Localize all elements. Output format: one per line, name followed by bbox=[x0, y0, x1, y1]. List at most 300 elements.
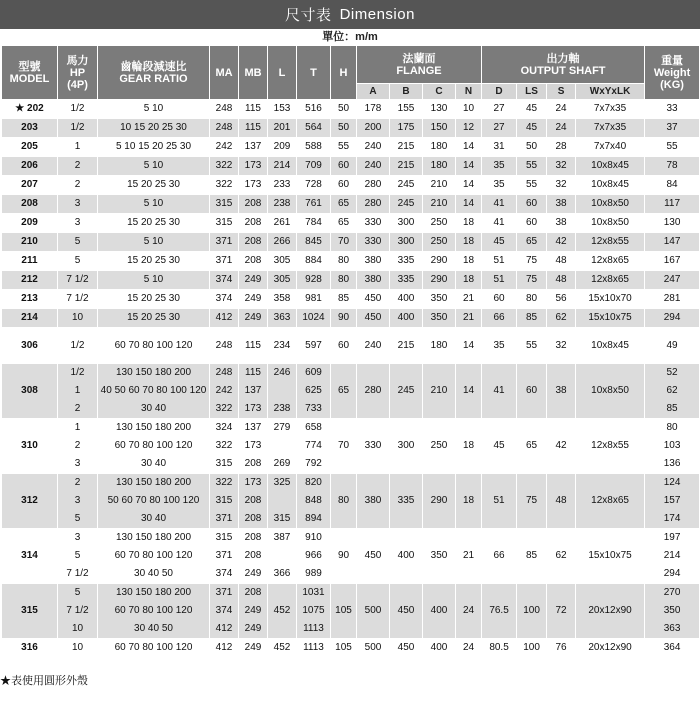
cell-h: 80 bbox=[331, 271, 357, 290]
cell-ls: 60 bbox=[517, 214, 547, 233]
cell-hp: 2 3 5 bbox=[58, 474, 98, 529]
cell-b: 335 bbox=[390, 271, 423, 290]
cell-l: 261 bbox=[268, 214, 297, 233]
cell-h: 105 bbox=[331, 639, 357, 658]
footnote: ★表使用圓形外殼 bbox=[0, 675, 88, 687]
cell-h: 55 bbox=[331, 138, 357, 157]
cell-key: 7x7x40 bbox=[576, 138, 645, 157]
cell-key: 10x8x50 bbox=[576, 214, 645, 233]
cell-n: 14 bbox=[456, 176, 482, 195]
cell-ls: 85 bbox=[517, 309, 547, 328]
cell-b: 400 bbox=[390, 529, 423, 584]
cell-key: 12x8x55 bbox=[576, 419, 645, 474]
cell-a: 380 bbox=[357, 271, 390, 290]
cell-s: 38 bbox=[547, 195, 576, 214]
cell-a: 240 bbox=[357, 157, 390, 176]
cell-ls: 65 bbox=[517, 233, 547, 252]
cell-key: 10x8x45 bbox=[576, 176, 645, 195]
table-row bbox=[2, 233, 700, 252]
cell-weight: 37 bbox=[645, 119, 700, 138]
cell-t: 820 848 894 bbox=[297, 474, 331, 529]
cell-t: 516 bbox=[297, 100, 331, 119]
cell-l: 266 bbox=[268, 233, 297, 252]
cell-d: 66 bbox=[482, 309, 517, 328]
cell-n: 18 bbox=[456, 419, 482, 474]
cell-n: 18 bbox=[456, 474, 482, 529]
cell-ratio: 5 10 15 20 25 30 bbox=[98, 138, 210, 157]
header-shaft: 出力軸 OUTPUT SHAFT bbox=[482, 46, 645, 84]
cell-n: 18 bbox=[456, 271, 482, 290]
cell-model: 211 bbox=[2, 252, 58, 271]
cell-mb: 249 bbox=[239, 290, 268, 309]
cell-n: 24 bbox=[456, 639, 482, 658]
table-row bbox=[2, 100, 700, 119]
header-s: S bbox=[547, 84, 576, 100]
cell-c: 400 bbox=[423, 584, 456, 639]
cell-c: 210 bbox=[423, 176, 456, 195]
cell-model: 308 bbox=[2, 364, 58, 419]
table-row bbox=[2, 176, 700, 195]
cell-ls: 75 bbox=[517, 474, 547, 529]
cell-model: ★ 202 bbox=[2, 100, 58, 119]
cell-s: 32 bbox=[547, 157, 576, 176]
cell-key: 10x8x45 bbox=[576, 157, 645, 176]
header-hp: 馬力 HP (4P) bbox=[58, 46, 98, 100]
cell-ratio: 130 150 180 200 50 60 70 80 100 120 30 40 bbox=[98, 474, 210, 529]
cell-mb: 208 bbox=[239, 252, 268, 271]
header-ls: LS bbox=[517, 84, 547, 100]
cell-weight: 124 157 174 bbox=[645, 474, 700, 529]
cell-h: 65 bbox=[331, 195, 357, 214]
cell-d: 45 bbox=[482, 233, 517, 252]
cell-d: 51 bbox=[482, 474, 517, 529]
cell-a: 200 bbox=[357, 119, 390, 138]
cell-l: 305 bbox=[268, 252, 297, 271]
cell-c: 290 bbox=[423, 474, 456, 529]
cell-s: 48 bbox=[547, 252, 576, 271]
cell-n: 14 bbox=[456, 364, 482, 419]
cell-key: 12x8x55 bbox=[576, 233, 645, 252]
cell-h: 70 bbox=[331, 233, 357, 252]
cell-hp: 3 bbox=[58, 195, 98, 214]
table-row bbox=[2, 195, 700, 214]
cell-a: 280 bbox=[357, 195, 390, 214]
cell-s: 42 bbox=[547, 419, 576, 474]
cell-t: 564 bbox=[297, 119, 331, 138]
cell-hp: 10 bbox=[58, 639, 98, 658]
cell-ma: 248 bbox=[210, 119, 239, 138]
cell-model: 208 bbox=[2, 195, 58, 214]
cell-n: 14 bbox=[456, 157, 482, 176]
cell-a: 450 bbox=[357, 290, 390, 309]
cell-c: 180 bbox=[423, 328, 456, 364]
cell-mb: 208 bbox=[239, 214, 268, 233]
cell-s: 76 bbox=[547, 639, 576, 658]
cell-weight: 247 bbox=[645, 271, 700, 290]
cell-ratio: 5 10 bbox=[98, 195, 210, 214]
cell-weight: 197 214 294 bbox=[645, 529, 700, 584]
cell-model: 310 bbox=[2, 419, 58, 474]
cell-ratio: 15 20 25 30 bbox=[98, 290, 210, 309]
cell-c: 350 bbox=[423, 309, 456, 328]
header-l: L bbox=[268, 46, 297, 100]
cell-ma: 315 bbox=[210, 195, 239, 214]
header-model: 型號 MODEL bbox=[2, 46, 58, 100]
unit-label: 單位：m/m bbox=[322, 31, 378, 43]
cell-c: 150 bbox=[423, 119, 456, 138]
cell-h: 50 bbox=[331, 100, 357, 119]
cell-mb: 249 bbox=[239, 639, 268, 658]
cell-ratio: 5 10 bbox=[98, 100, 210, 119]
header-flange: 法蘭面 FLANGE bbox=[357, 46, 482, 84]
cell-mb: 115 bbox=[239, 328, 268, 364]
cell-d: 60 bbox=[482, 290, 517, 309]
cell-c: 350 bbox=[423, 290, 456, 309]
header-ma: MA bbox=[210, 46, 239, 100]
cell-model: 316 bbox=[2, 639, 58, 658]
cell-mb: 249 bbox=[239, 271, 268, 290]
cell-d: 27 bbox=[482, 100, 517, 119]
table-row bbox=[2, 138, 700, 157]
cell-key: 20x12x90 bbox=[576, 584, 645, 639]
cell-h: 60 bbox=[331, 157, 357, 176]
cell-model: 306 bbox=[2, 328, 58, 364]
cell-s: 56 bbox=[547, 290, 576, 309]
cell-mb: 173 bbox=[239, 157, 268, 176]
cell-b: 175 bbox=[390, 119, 423, 138]
cell-weight: 84 bbox=[645, 176, 700, 195]
cell-ratio: 15 20 25 30 bbox=[98, 214, 210, 233]
cell-l: 358 bbox=[268, 290, 297, 309]
cell-model: 207 bbox=[2, 176, 58, 195]
cell-key: 12x8x65 bbox=[576, 271, 645, 290]
cell-d: 66 bbox=[482, 529, 517, 584]
cell-model: 210 bbox=[2, 233, 58, 252]
title-en: Dimension bbox=[339, 6, 415, 23]
table-row bbox=[2, 584, 700, 639]
header-c: C bbox=[423, 84, 456, 100]
cell-t: 1031 1075 1113 bbox=[297, 584, 331, 639]
cell-ma: 248 bbox=[210, 328, 239, 364]
cell-ma: 374 bbox=[210, 271, 239, 290]
header-b: B bbox=[390, 84, 423, 100]
cell-hp: 1/2 bbox=[58, 328, 98, 364]
cell-d: 80.5 bbox=[482, 639, 517, 658]
table-row bbox=[2, 639, 700, 658]
cell-ma: 315 bbox=[210, 214, 239, 233]
cell-s: 24 bbox=[547, 119, 576, 138]
cell-ls: 55 bbox=[517, 157, 547, 176]
cell-ls: 45 bbox=[517, 100, 547, 119]
cell-a: 240 bbox=[357, 328, 390, 364]
cell-t: 728 bbox=[297, 176, 331, 195]
cell-mb: 208 bbox=[239, 195, 268, 214]
cell-mb: 249 bbox=[239, 309, 268, 328]
cell-model: 212 bbox=[2, 271, 58, 290]
cell-n: 21 bbox=[456, 290, 482, 309]
header-h: H bbox=[331, 46, 357, 100]
cell-s: 62 bbox=[547, 309, 576, 328]
cell-hp: 5 bbox=[58, 233, 98, 252]
cell-hp: 1 bbox=[58, 138, 98, 157]
cell-hp: 7 1/2 bbox=[58, 271, 98, 290]
cell-l: 238 bbox=[268, 195, 297, 214]
cell-h: 50 bbox=[331, 119, 357, 138]
cell-a: 500 bbox=[357, 584, 390, 639]
cell-ratio: 60 70 80 100 120 bbox=[98, 639, 210, 658]
cell-key: 7x7x35 bbox=[576, 119, 645, 138]
cell-c: 180 bbox=[423, 138, 456, 157]
cell-n: 24 bbox=[456, 584, 482, 639]
cell-hp: 1 2 3 bbox=[58, 419, 98, 474]
cell-a: 330 bbox=[357, 233, 390, 252]
cell-c: 130 bbox=[423, 100, 456, 119]
header-n: N bbox=[456, 84, 482, 100]
cell-key: 10x8x50 bbox=[576, 195, 645, 214]
cell-l: 452 bbox=[268, 639, 297, 658]
cell-d: 51 bbox=[482, 252, 517, 271]
cell-ls: 65 bbox=[517, 419, 547, 474]
cell-h: 90 bbox=[331, 529, 357, 584]
cell-hp: 2 bbox=[58, 176, 98, 195]
cell-b: 155 bbox=[390, 100, 423, 119]
cell-weight: 55 bbox=[645, 138, 700, 157]
cell-mb: 115 bbox=[239, 119, 268, 138]
cell-b: 215 bbox=[390, 138, 423, 157]
cell-n: 14 bbox=[456, 328, 482, 364]
cell-d: 41 bbox=[482, 195, 517, 214]
dimension-table bbox=[1, 45, 700, 658]
cell-model: 205 bbox=[2, 138, 58, 157]
header-weight: 重量 Weight (KG) bbox=[645, 46, 700, 100]
cell-a: 280 bbox=[357, 176, 390, 195]
table-row bbox=[2, 290, 700, 309]
cell-l: 233 bbox=[268, 176, 297, 195]
cell-n: 18 bbox=[456, 252, 482, 271]
cell-key: 20x12x90 bbox=[576, 639, 645, 658]
cell-l: 387 366 bbox=[268, 529, 297, 584]
cell-h: 65 bbox=[331, 214, 357, 233]
header-key: WxYxLK bbox=[576, 84, 645, 100]
table-row bbox=[2, 328, 700, 364]
cell-weight: 167 bbox=[645, 252, 700, 271]
cell-weight: 364 bbox=[645, 639, 700, 658]
cell-l: 279 269 bbox=[268, 419, 297, 474]
cell-ls: 60 bbox=[517, 364, 547, 419]
cell-h: 70 bbox=[331, 419, 357, 474]
cell-mb: 208 249 249 bbox=[239, 584, 268, 639]
cell-hp: 7 1/2 bbox=[58, 290, 98, 309]
title-zh: 尺寸表 bbox=[285, 7, 332, 24]
cell-c: 400 bbox=[423, 639, 456, 658]
cell-d: 76.5 bbox=[482, 584, 517, 639]
cell-mb: 208 208 249 bbox=[239, 529, 268, 584]
cell-b: 215 bbox=[390, 157, 423, 176]
cell-h: 65 bbox=[331, 364, 357, 419]
table-row bbox=[2, 419, 700, 474]
cell-l: 234 bbox=[268, 328, 297, 364]
cell-b: 450 bbox=[390, 584, 423, 639]
cell-ma: 412 bbox=[210, 639, 239, 658]
cell-ratio: 15 20 25 30 bbox=[98, 176, 210, 195]
cell-weight: 78 bbox=[645, 157, 700, 176]
cell-l: 209 bbox=[268, 138, 297, 157]
table-row bbox=[2, 119, 700, 138]
cell-a: 380 bbox=[357, 252, 390, 271]
cell-a: 380 bbox=[357, 474, 390, 529]
cell-n: 12 bbox=[456, 119, 482, 138]
cell-h: 90 bbox=[331, 309, 357, 328]
cell-b: 300 bbox=[390, 214, 423, 233]
cell-weight: 281 bbox=[645, 290, 700, 309]
cell-n: 21 bbox=[456, 309, 482, 328]
cell-l: 153 bbox=[268, 100, 297, 119]
cell-weight: 49 bbox=[645, 328, 700, 364]
cell-model: 312 bbox=[2, 474, 58, 529]
cell-ls: 45 bbox=[517, 119, 547, 138]
cell-ls: 50 bbox=[517, 138, 547, 157]
cell-mb: 208 bbox=[239, 233, 268, 252]
cell-weight: 294 bbox=[645, 309, 700, 328]
cell-t: 609 625 733 bbox=[297, 364, 331, 419]
cell-key: 15x10x75 bbox=[576, 529, 645, 584]
cell-mb: 115 137 173 bbox=[239, 364, 268, 419]
cell-t: 910 966 989 bbox=[297, 529, 331, 584]
cell-h: 105 bbox=[331, 584, 357, 639]
header-ratio: 齒輪段減速比 GEAR RATIO bbox=[98, 46, 210, 100]
cell-b: 245 bbox=[390, 364, 423, 419]
cell-b: 245 bbox=[390, 195, 423, 214]
cell-ls: 75 bbox=[517, 271, 547, 290]
cell-mb: 137 bbox=[239, 138, 268, 157]
cell-model: 214 bbox=[2, 309, 58, 328]
cell-c: 210 bbox=[423, 364, 456, 419]
cell-ma: 322 bbox=[210, 157, 239, 176]
cell-model: 203 bbox=[2, 119, 58, 138]
cell-key: 10x8x50 bbox=[576, 364, 645, 419]
cell-a: 330 bbox=[357, 419, 390, 474]
cell-ratio: 130 150 180 200 60 70 80 100 120 30 40 bbox=[98, 419, 210, 474]
table-row bbox=[2, 529, 700, 584]
cell-a: 450 bbox=[357, 309, 390, 328]
cell-model: 206 bbox=[2, 157, 58, 176]
header-mb: MB bbox=[239, 46, 268, 100]
cell-t: 928 bbox=[297, 271, 331, 290]
cell-t: 981 bbox=[297, 290, 331, 309]
cell-h: 60 bbox=[331, 176, 357, 195]
cell-hp: 2 bbox=[58, 157, 98, 176]
cell-hp: 3 bbox=[58, 214, 98, 233]
cell-n: 10 bbox=[456, 100, 482, 119]
cell-ma: 371 bbox=[210, 233, 239, 252]
cell-a: 240 bbox=[357, 138, 390, 157]
cell-a: 500 bbox=[357, 639, 390, 658]
cell-hp: 1/2 bbox=[58, 119, 98, 138]
cell-h: 80 bbox=[331, 474, 357, 529]
cell-ma: 248 242 322 bbox=[210, 364, 239, 419]
cell-ratio: 15 20 25 30 bbox=[98, 309, 210, 328]
table-row bbox=[2, 157, 700, 176]
cell-s: 72 bbox=[547, 584, 576, 639]
cell-ratio: 60 70 80 100 120 bbox=[98, 328, 210, 364]
cell-t: 597 bbox=[297, 328, 331, 364]
cell-ratio: 130 150 180 200 40 50 60 70 80 100 120 30 40 bbox=[98, 364, 210, 419]
cell-key: 7x7x35 bbox=[576, 100, 645, 119]
cell-ma: 242 bbox=[210, 138, 239, 157]
cell-t: 658 774 792 bbox=[297, 419, 331, 474]
cell-s: 48 bbox=[547, 271, 576, 290]
cell-t: 588 bbox=[297, 138, 331, 157]
cell-ratio: 5 10 bbox=[98, 157, 210, 176]
cell-weight: 270 350 363 bbox=[645, 584, 700, 639]
cell-c: 290 bbox=[423, 252, 456, 271]
table-row bbox=[2, 309, 700, 328]
cell-h: 80 bbox=[331, 252, 357, 271]
cell-ratio: 130 150 180 200 60 70 80 100 120 30 40 50 bbox=[98, 529, 210, 584]
cell-key: 12x8x65 bbox=[576, 474, 645, 529]
cell-c: 210 bbox=[423, 195, 456, 214]
cell-d: 27 bbox=[482, 119, 517, 138]
header-t: T bbox=[297, 46, 331, 100]
cell-l: 201 bbox=[268, 119, 297, 138]
cell-weight: 33 bbox=[645, 100, 700, 119]
cell-s: 32 bbox=[547, 176, 576, 195]
table-row bbox=[2, 364, 700, 419]
cell-b: 215 bbox=[390, 328, 423, 364]
cell-hp: 5 7 1/2 10 bbox=[58, 584, 98, 639]
cell-ratio: 15 20 25 30 bbox=[98, 252, 210, 271]
cell-b: 400 bbox=[390, 309, 423, 328]
cell-l: 452 bbox=[268, 584, 297, 639]
cell-ls: 100 bbox=[517, 584, 547, 639]
cell-ls: 100 bbox=[517, 639, 547, 658]
cell-t: 1113 bbox=[297, 639, 331, 658]
cell-mb: 137 173 208 bbox=[239, 419, 268, 474]
cell-l: 305 bbox=[268, 271, 297, 290]
cell-ls: 55 bbox=[517, 176, 547, 195]
cell-ratio: 130 150 180 200 60 70 80 100 120 30 40 50 bbox=[98, 584, 210, 639]
cell-c: 290 bbox=[423, 271, 456, 290]
cell-h: 60 bbox=[331, 328, 357, 364]
cell-ma: 322 315 371 bbox=[210, 474, 239, 529]
cell-s: 38 bbox=[547, 364, 576, 419]
cell-a: 280 bbox=[357, 364, 390, 419]
cell-mb: 115 bbox=[239, 100, 268, 119]
cell-ma: 315 371 374 bbox=[210, 529, 239, 584]
cell-b: 300 bbox=[390, 233, 423, 252]
cell-s: 48 bbox=[547, 474, 576, 529]
cell-ma: 374 bbox=[210, 290, 239, 309]
cell-weight: 130 bbox=[645, 214, 700, 233]
cell-b: 300 bbox=[390, 419, 423, 474]
cell-model: 213 bbox=[2, 290, 58, 309]
table-body bbox=[2, 100, 700, 658]
cell-b: 335 bbox=[390, 252, 423, 271]
cell-ma: 371 374 412 bbox=[210, 584, 239, 639]
cell-t: 761 bbox=[297, 195, 331, 214]
cell-d: 51 bbox=[482, 271, 517, 290]
cell-d: 35 bbox=[482, 176, 517, 195]
cell-h: 85 bbox=[331, 290, 357, 309]
cell-hp: 1/2 1 2 bbox=[58, 364, 98, 419]
cell-hp: 10 bbox=[58, 309, 98, 328]
header-a: A bbox=[357, 84, 390, 100]
cell-key: 12x8x65 bbox=[576, 252, 645, 271]
cell-d: 35 bbox=[482, 328, 517, 364]
cell-s: 62 bbox=[547, 529, 576, 584]
cell-ratio: 10 15 20 25 30 bbox=[98, 119, 210, 138]
header-d: D bbox=[482, 84, 517, 100]
